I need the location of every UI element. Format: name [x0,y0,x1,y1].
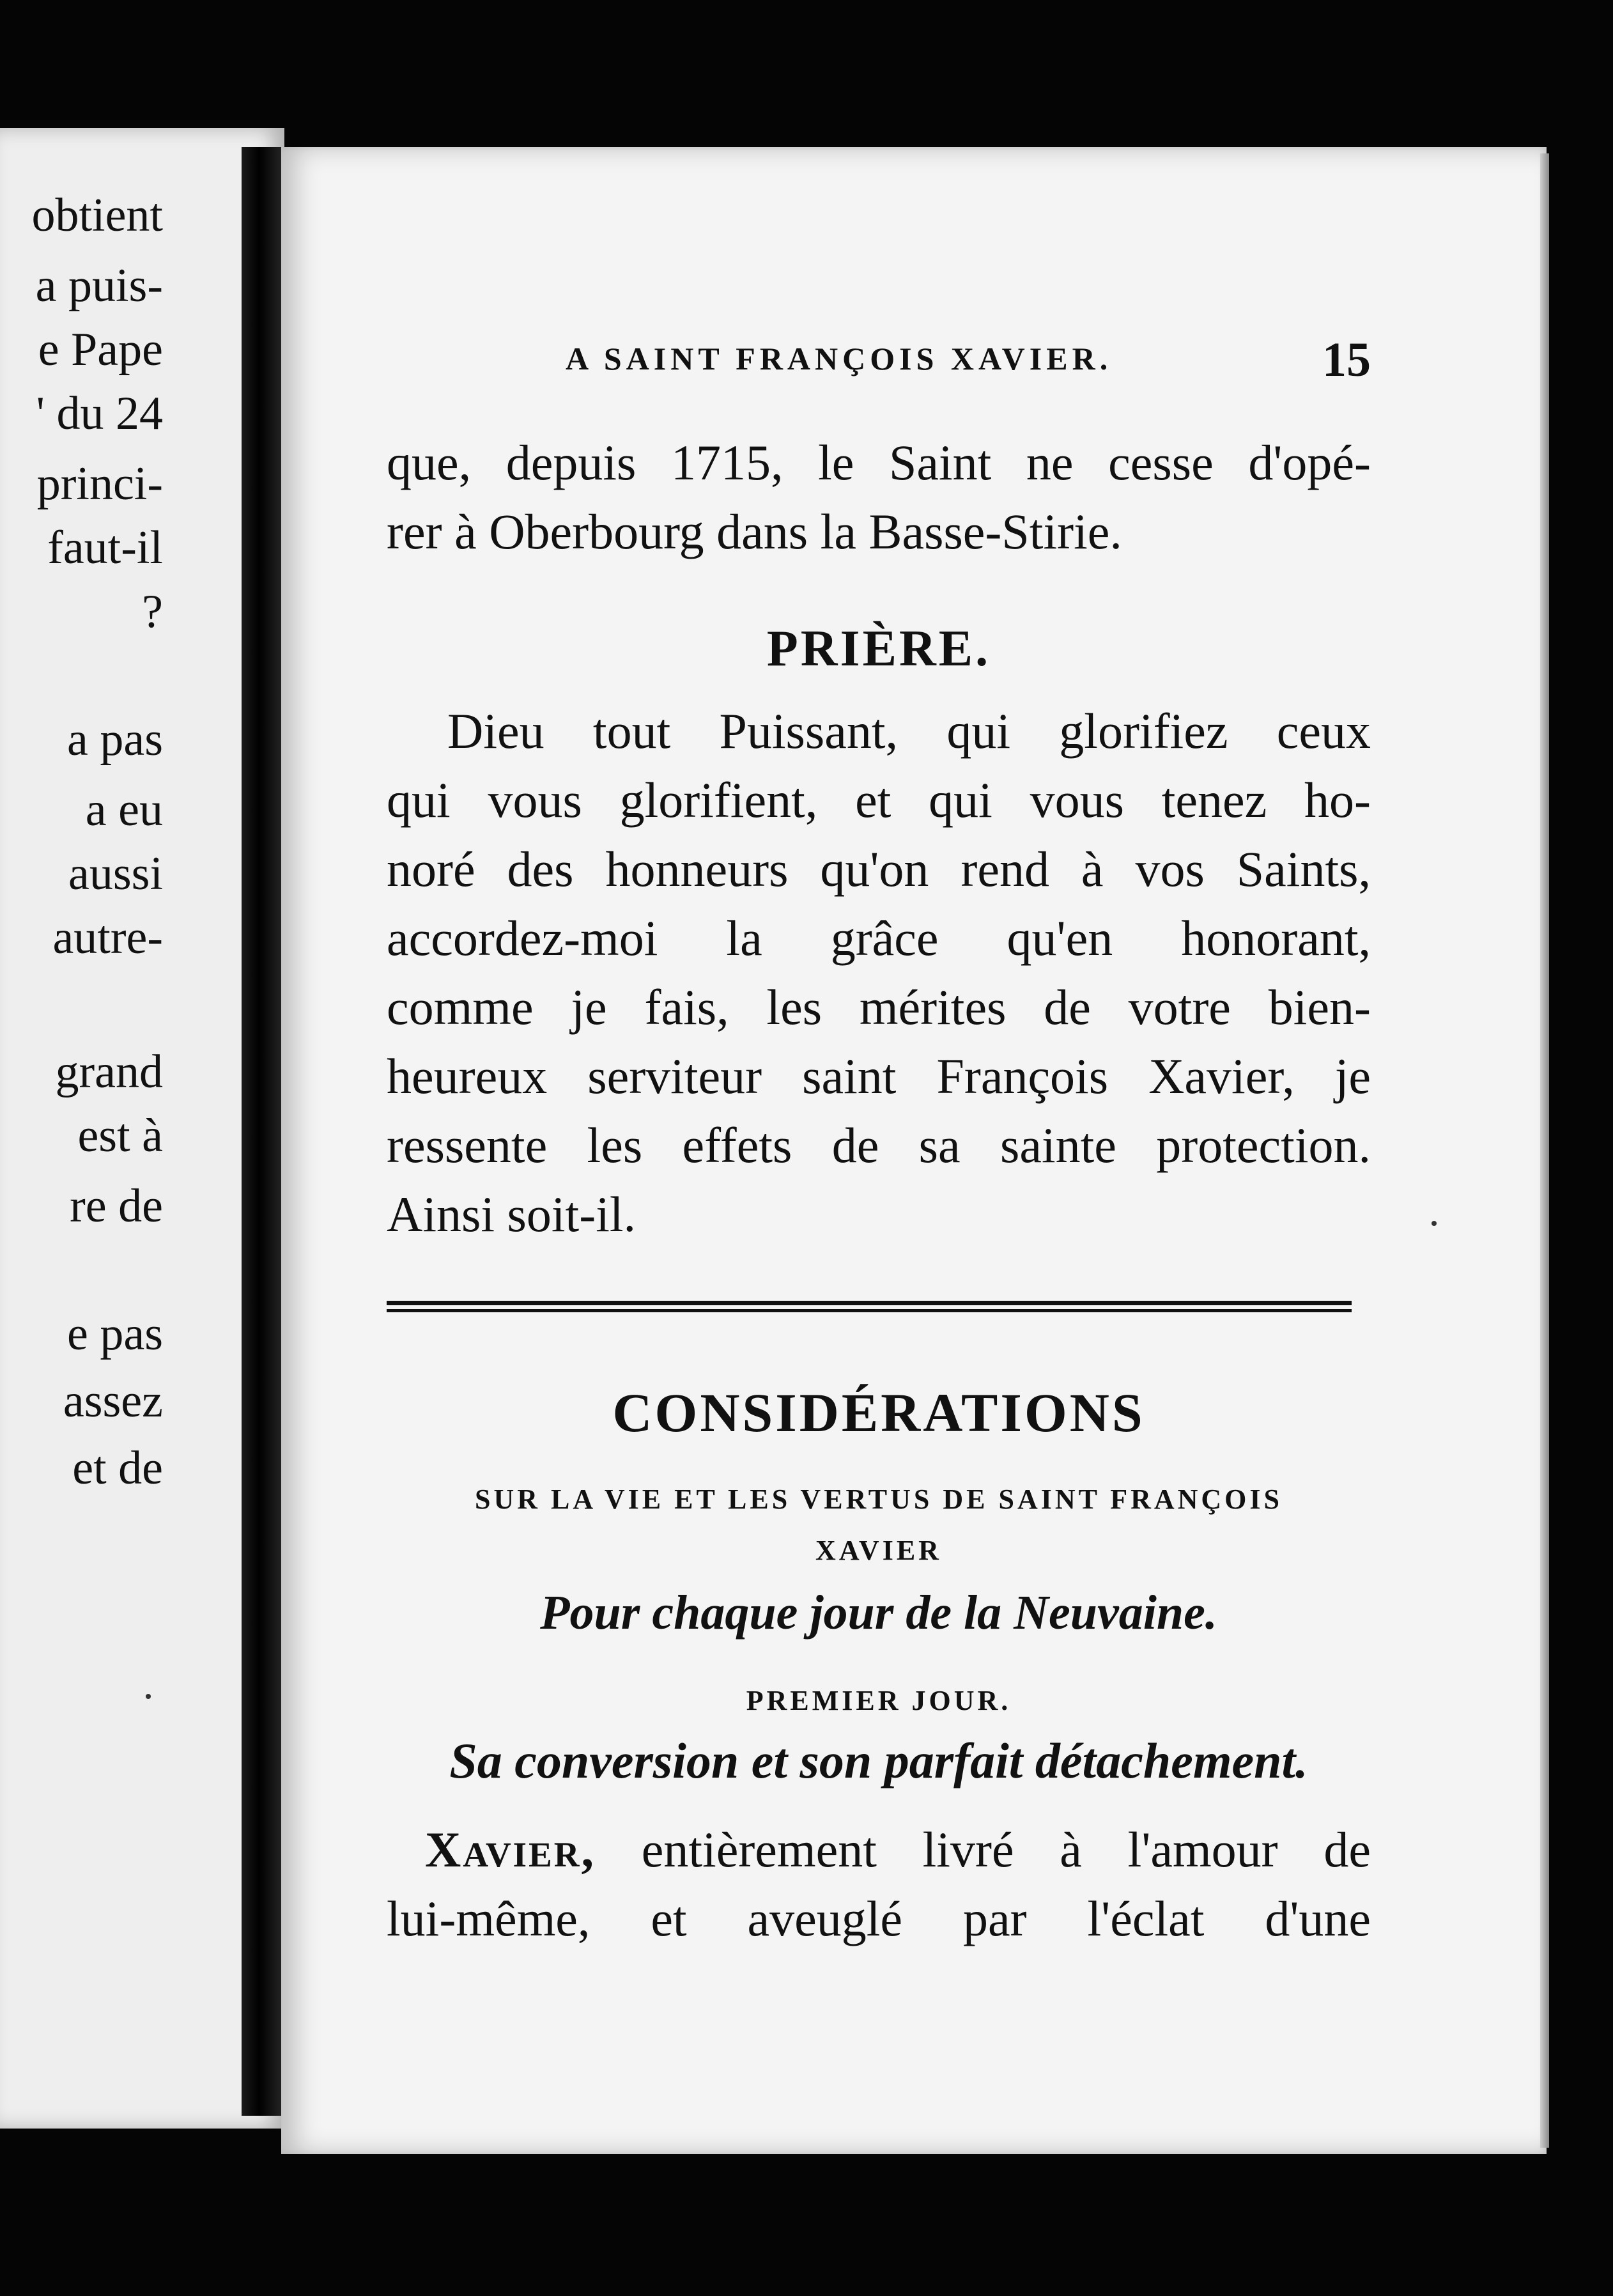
speck [1432,1221,1437,1226]
novena-heading: Pour chaque jour de la Neuvaine. [540,1586,1217,1640]
left-page-line: a pas [67,713,163,766]
page-number: 15 [1322,333,1371,387]
body-paragraph [387,1815,1371,1953]
text-line [387,1815,1371,1884]
section-subheading-continued: XAVIER [815,1535,942,1566]
double-rule [387,1301,1352,1315]
left-page-line: a puis- [35,260,163,312]
left-page-line: e pas [67,1308,163,1360]
text-line: que, depuis 1715, le Saint ne cesse d'opé- [387,435,1371,490]
running-head [387,332,1371,387]
left-page-line: grand [55,1046,163,1098]
left-page-line: a eu [85,784,163,836]
text-line: accordez-moi la grâce qu'en honorant, [387,910,1371,966]
prayer-paragraph [387,697,1371,1249]
text-line: noré des honneurs qu'on rend à vos Saints, [387,841,1371,897]
page-edge [1540,153,1549,2148]
prayer-heading: PRIÈRE. [766,621,991,677]
left-page-line: ? [142,586,163,638]
text-line: comme je fais, les mérites de votre bien- [387,979,1371,1035]
left-page-line: e Pape [38,323,163,376]
body-first-word: Xavier, [425,1822,596,1877]
running-head-title: A SAINT FRANÇOIS XAVIER. [566,341,1113,376]
left-page-line: faut-il [47,522,163,574]
text-line: ressente les effets de sa sainte protection. [387,1117,1371,1173]
left-page-line: aussi [68,848,163,900]
text-line: qui vous glorifient, et qui vous tenez ho- [387,772,1371,828]
left-page-line: et de [72,1442,163,1494]
left-page-line: est à [77,1110,163,1162]
text-line: Dieu tout Puissant, qui glorifiez ceux [447,703,1371,759]
left-page-line: re de [70,1180,163,1232]
left-page-line: assez [63,1375,163,1427]
speck [146,1694,151,1699]
left-page-line: ' du 24 [36,387,163,440]
text-line: heureux serviteur saint François Xavier, je [387,1048,1371,1104]
day-heading: PREMIER JOUR. [746,1685,1012,1716]
left-page-line: princi- [36,458,163,510]
section-heading: CONSIDÉRATIONS [612,1382,1145,1443]
section-subheading: SUR LA VIE ET LES VERTUS DE SAINT FRANÇOIS [474,1484,1283,1515]
text-line: rer à Oberbourg dans la Basse-Stirie. [387,504,1122,559]
opening-paragraph [387,428,1371,566]
day-title: Sa conversion et son parfait détachement. [449,1733,1308,1788]
text-line: Ainsi soit-il. [387,1186,637,1242]
book-gutter [242,147,281,2116]
left-page-line: autre- [52,911,163,964]
text-line: lui-même, et aveuglé par l'éclat d'une [387,1891,1371,1946]
body-line-1-rest: entièrement livré à l'amour de [641,1822,1371,1877]
left-page-line: obtient [31,189,163,242]
